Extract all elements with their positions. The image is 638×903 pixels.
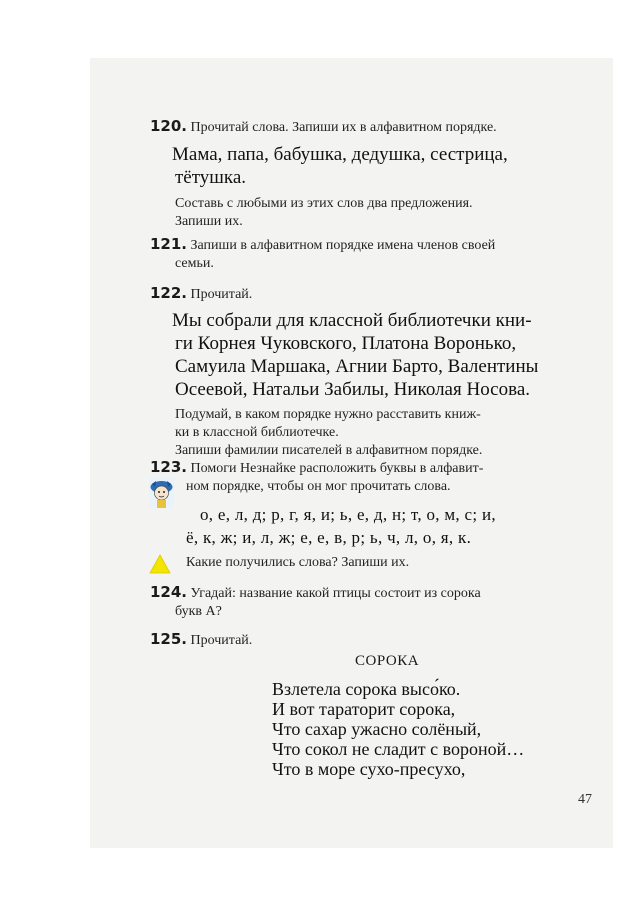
text-line: Осеевой, Натальи Забилы, Николая Носова. [175, 379, 530, 400]
exercise-number: 120. [150, 117, 188, 135]
task-line: Составь с любыми из этих слов два предложения. [175, 196, 473, 211]
page-number: 47 [578, 792, 592, 807]
yellow-triangle-icon [149, 554, 171, 574]
task-line: Запиши фамилии писателей в алфавитном порядке. [175, 443, 483, 458]
exercise-121 [150, 235, 600, 273]
poem-line: Что в море сухо-пресухо, [272, 759, 466, 779]
text-line: ги Корнея Чуковского, Платона Воронько, [175, 333, 517, 354]
task-line: ки в классной библиотечке. [175, 425, 339, 440]
exercise-number: 123. [150, 458, 188, 476]
exercise-number: 121. [150, 235, 188, 253]
exercise-number: 124. [150, 583, 188, 601]
poem-line: Что сокол не сладит с вороной… [272, 739, 525, 759]
exercise-120 [150, 117, 600, 231]
exercise-124 [150, 583, 600, 621]
poem [272, 679, 524, 779]
instruction-continued: семьи. [175, 256, 214, 271]
neznayka-icon [149, 478, 174, 508]
instruction: Прочитай. [190, 287, 253, 302]
poem-title: СОРОКА [355, 653, 420, 669]
instruction: Угадай: название какой птицы состоит из сорока [190, 586, 481, 601]
text-line: Мы собрали для классной библиотечки кни- [172, 310, 532, 331]
exercise-122 [150, 284, 600, 460]
poem-line: И вот тараторит сорока, [272, 699, 456, 719]
words-line: Мама, папа, бабушка, дедушка, сестрица, [172, 144, 508, 165]
poem-line: Взлетела сорока высо́ко. [272, 679, 461, 699]
exercise-123 [150, 458, 600, 572]
task-line: Запиши их. [175, 214, 243, 229]
letters-line: ё, к, ж; и, л, ж; е, е, в, р; ь, ч, л, о, я, к. [186, 528, 472, 547]
instruction-continued: букв А? [175, 604, 222, 619]
poem-line: Что сахар ужасно солёный, [272, 719, 482, 739]
instruction-continued: ном порядке, чтобы он мог прочитать слова. [186, 479, 451, 494]
task-line: Подумай, в каком порядке нужно расставить книж- [175, 407, 481, 422]
exercise-number: 125. [150, 630, 188, 648]
instruction: Помоги Незнайке расположить буквы в алфавит- [190, 461, 484, 476]
exercise-125 [150, 630, 600, 650]
instruction: Прочитай слова. Запиши их в алфавитном порядке. [190, 120, 497, 135]
exercise-number: 122. [150, 284, 188, 302]
instruction: Запиши в алфавитном порядке имена членов своей [190, 238, 496, 253]
instruction: Прочитай. [190, 633, 253, 648]
letters-line: о, е, л, д; р, г, я, и; ь, е, д, н; т, о, м, с; и, [200, 505, 496, 524]
text-line: Самуила Маршака, Агнии Барто, Валентины [175, 356, 539, 377]
words-line: тётушка. [175, 167, 247, 188]
question: Какие получились слова? Запиши их. [186, 555, 410, 570]
